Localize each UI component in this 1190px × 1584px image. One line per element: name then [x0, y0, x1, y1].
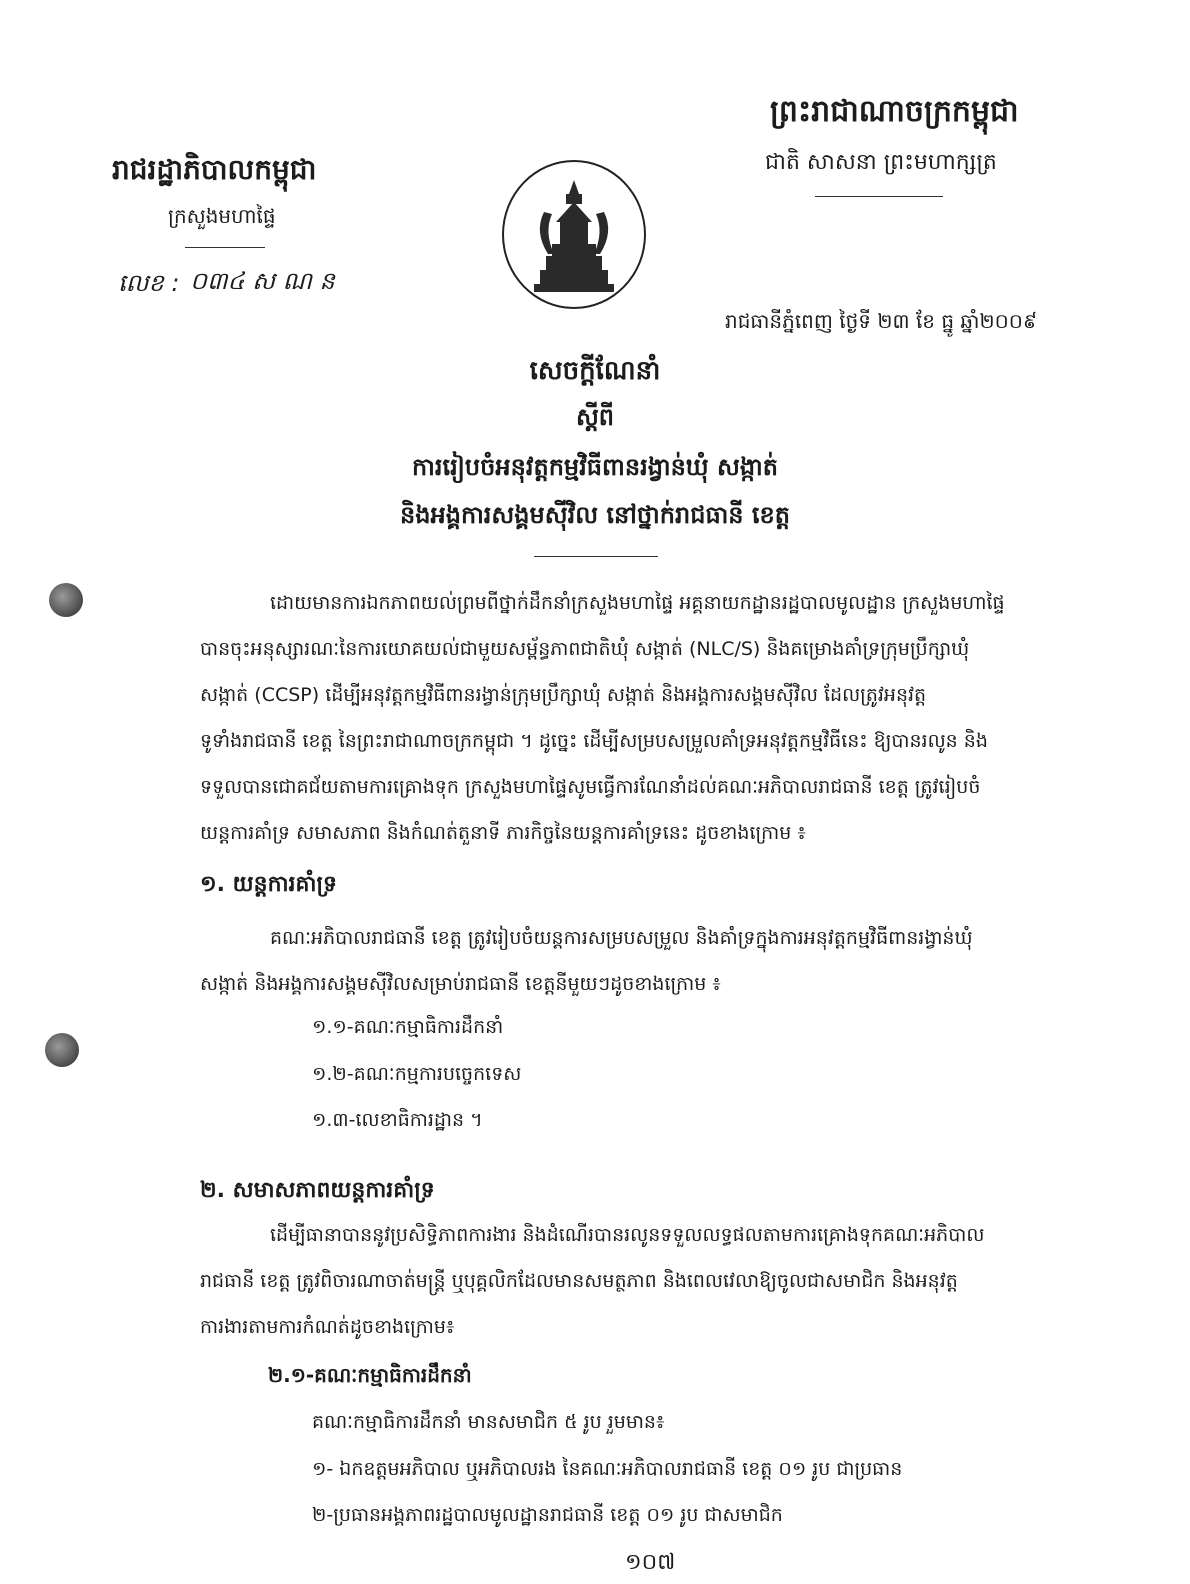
section-2-1-heading: ២.១-គណៈកម្មាធិការដឹកនាំ	[268, 1363, 472, 1387]
ministry-name: ក្រសួងមហាផ្ទៃ	[168, 204, 276, 228]
section-2-line: ការងារតាមការកំណត់ដូចខាងក្រោម៖	[200, 1316, 455, 1338]
title-subject-line2: និងអង្គការសង្គមស៊ីវិល នៅថ្នាក់រាជធានី ខេត្ត	[400, 501, 790, 529]
section-2-line: ដើម្បីធានាបាននូវប្រសិទ្ធិភាពការងារ និងដំណើរបានរលូនទទួលលទ្ធផលតាមការគ្រោងទុកគណៈអភិបាល	[270, 1224, 985, 1246]
motto-ornament	[815, 196, 943, 197]
section-1-paragraph	[200, 915, 1080, 1007]
reference-number: ០៣៤ ស ណ ន	[190, 267, 335, 295]
royal-emblem-icon	[504, 162, 644, 307]
section-1-line: គណៈអភិបាលរាជធានី ខេត្ត ត្រូវរៀបចំយន្តការសម្របសម្រួល និងគាំទ្រក្នុងការអនុវត្តកម្មវិធីពានរង្វាន់ឃុំ	[270, 927, 973, 949]
section-2-1-intro: គណៈកម្មាធិការដឹកនាំ មានសមាជិក ៥ រូប រួមមាន៖	[312, 1411, 665, 1433]
reference-label: លេខ :	[118, 269, 180, 297]
royal-coat-of-arms-emblem	[502, 160, 646, 309]
section-2-paragraph	[200, 1212, 1080, 1350]
section-1-item: ១.៣-លេខាធិការដ្ឋាន ។	[312, 1109, 483, 1131]
title-subject-line1: ការរៀបចំអនុវត្តកម្មវិធីពានរង្វាន់ឃុំ សង្កាត់	[412, 453, 778, 481]
page-number: ១០៧	[625, 1550, 676, 1575]
intro-line: ដោយមានការឯកភាពយល់ព្រមពីថ្នាក់ដឹកនាំក្រសួងមហាផ្ទៃ អគ្គនាយកដ្ឋានរដ្ឋបាលមូលដ្ឋាន ក្រសួងមហាផ្ទៃ	[270, 592, 1005, 614]
document-date: រាជធានីភ្នំពេញ ថ្ងៃទី ២៣ ខែ ធ្នូ ឆ្នាំ២០០៩	[725, 309, 1038, 333]
section-1-item: ១.២-គណៈកម្មការបច្ចេកទេស	[312, 1063, 522, 1085]
title-subject-label: ស្តីពី	[575, 403, 615, 431]
member-item: ២-ប្រធានអង្គភាពរដ្ឋបាលមូលដ្ឋានរាជធានី ខេត្ត ០១ រូប ជាសមាជិក	[312, 1504, 783, 1526]
punch-hole-bottom	[45, 1033, 79, 1067]
kingdom-title: ព្រះរាជាណាចក្រកម្ពុជា	[770, 94, 1019, 129]
intro-line: បានចុះអនុស្សារណៈនៃការយោគយល់ជាមួយសម្ព័ន្ធភាពជាតិឃុំ សង្កាត់ (NLC/S) និងគម្រោងគាំទ្រក្រុមប្រឹក្សាឃុំ	[200, 638, 970, 660]
section-2-heading: ២. សមាសភាពយន្តការគាំទ្រ	[200, 1178, 435, 1203]
punch-hole-top	[49, 583, 83, 617]
document-title: សេចក្តីណែនាំ	[529, 356, 661, 386]
intro-line: ទូទាំងរាជធានី ខេត្ត នៃព្រះរាជាណាចក្រកម្ពុជា ។ ដូច្នេះ ដើម្បីសម្របសម្រួលគាំទ្រអនុវត្តកម្មវិធីនេះ ឱ្យបានរលូន និង	[200, 730, 988, 752]
section-1-heading: ១. យន្តការគាំទ្រ	[200, 872, 337, 897]
intro-line: យន្តការគាំទ្រ សមាសភាព និងកំណត់តួនាទី ភារកិច្ចនៃយន្តការគាំទ្រនេះ ដូចខាងក្រោម ៖	[200, 822, 806, 844]
ministry-ornament	[185, 247, 265, 248]
intro-line: ទទួលបានជោគជ័យតាមការគ្រោងទុក ក្រសួងមហាផ្ទៃសូមធ្វើការណែនាំដល់គណៈអភិបាលរាជធានី ខេត្ត ត្រូវរៀបចំ	[200, 776, 981, 798]
intro-paragraph	[200, 580, 1080, 856]
section-2-line: រាជធានី ខេត្ត ត្រូវពិចារណាចាត់មន្ត្រី ឬបុគ្គលិកដែលមានសមត្ថភាព និងពេលវេលាឱ្យចូលជាសមាជិក និងអនុវត្ត	[200, 1270, 958, 1292]
government-name: រាជរដ្ឋាភិបាលកម្ពុជា	[112, 153, 317, 186]
title-divider	[534, 556, 658, 557]
national-motto: ជាតិ សាសនា ព្រះមហាក្សត្រ	[765, 150, 997, 175]
member-item: ១- ឯកឧត្តមអភិបាល ឬអភិបាលរង នៃគណៈអភិបាលរាជធានី ខេត្ត ០១ រូប ជាប្រធាន	[312, 1458, 903, 1480]
section-1-line: សង្កាត់ និងអង្គការសង្គមស៊ីវិលសម្រាប់រាជធានី ខេត្តនីមួយៗដូចខាងក្រោម ៖	[200, 973, 721, 995]
intro-line: សង្កាត់ (CCSP) ដើម្បីអនុវត្តកម្មវិធីពានរង្វាន់ក្រុមប្រឹក្សាឃុំ សង្កាត់ និងអង្គការសង្គមស៊ីវិល ដែលត្រូវអនុវត្ត	[200, 684, 927, 706]
section-1-item: ១.១-គណៈកម្មាធិការដឹកនាំ	[312, 1016, 504, 1038]
